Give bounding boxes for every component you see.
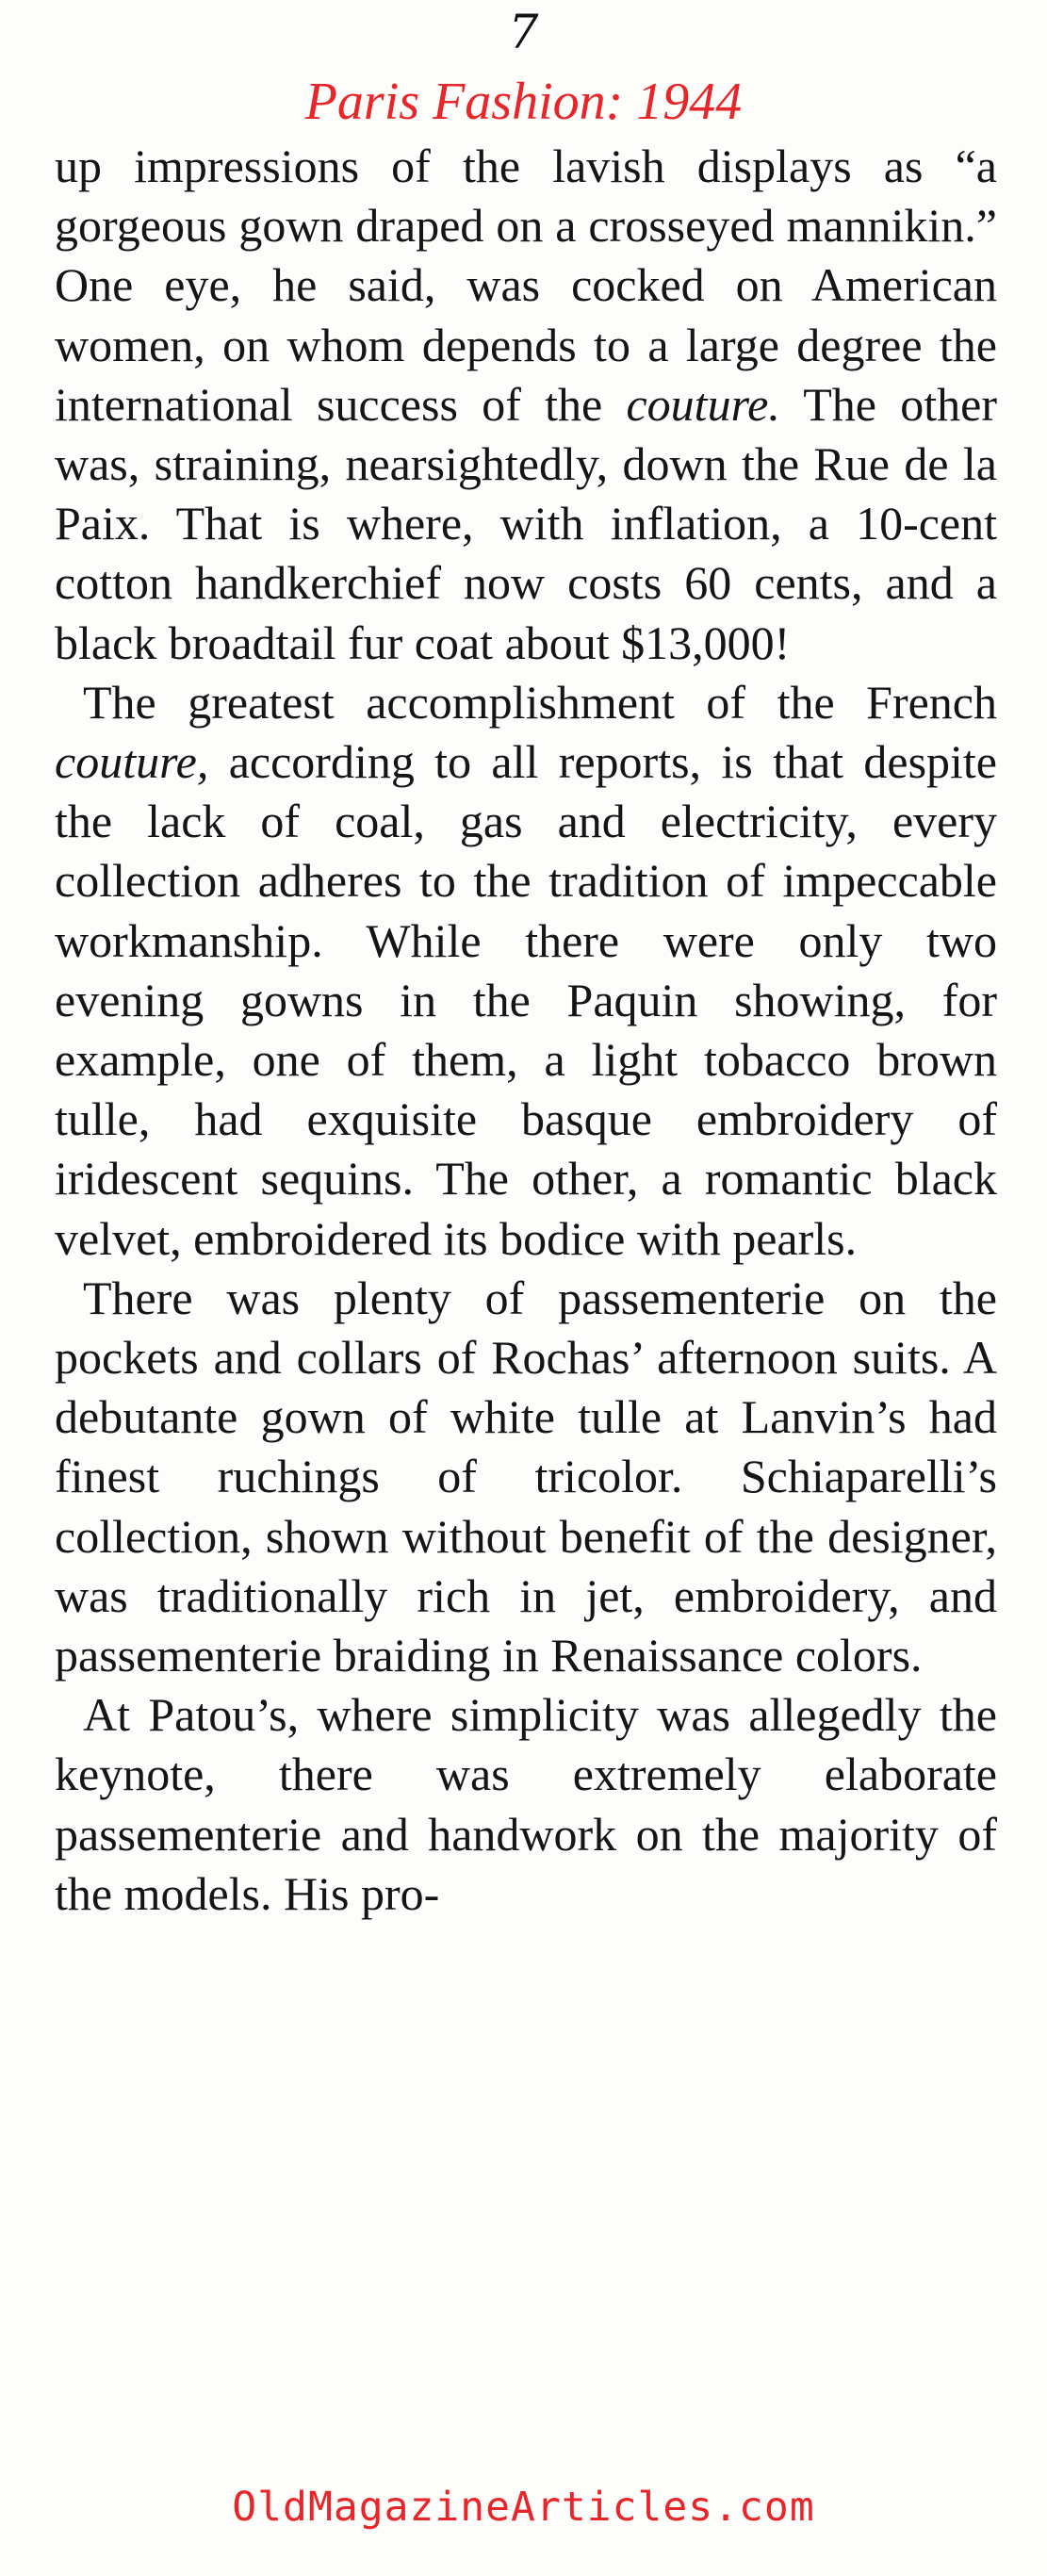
paragraph-2-italic: couture,	[55, 735, 209, 789]
article-paragraph-3: There was plenty of passementerie on the pockets and collars of Rochas’ afternoon suits. A debutante gown of white tulle at Lanvin’s had finest ruchings of tricolor. Schiaparelli’s collection, shown without benefit of the designer, was traditionally rich in jet, embroidery, and passementerie braiding in Renaissance colors.	[55, 1271, 997, 1682]
paragraph-2-text-end: according to all reports, is that despite the lack of coal, gas and electricity, every collection adheres to the tradition of impeccable workmanship. While there were only two evening gowns in the Paquin showing, for example, one of them, a light tobacco brown tulle, had exquisite basque embroidery of iridescent sequins. The other, a romantic black velvet, embroidered its bodice with pearls.	[55, 735, 997, 1265]
article-paragraph-1	[55, 137, 997, 673]
article-body	[55, 137, 997, 1924]
footer-site-url: OldMagazineArticles.com	[232, 2484, 815, 2531]
paragraph-1-text: up impressions of the lavish displays as “a gorgeous gown draped on a crosseyed mannikin.” One eye, he said, was cocked on American women, on whom depends to a large degree the international success of the	[55, 139, 997, 431]
article-paragraph-4: At Patou’s, where simplicity was allegedly the keynote, there was extremely elaborate passementerie and handwork on the majority of the models. His pro-	[55, 1688, 997, 1920]
paragraph-2-text-start: The greatest accomplishment of the French	[83, 675, 997, 729]
page-number: 7	[508, 5, 539, 59]
article-paragraph-2	[55, 673, 997, 1269]
paragraph-1-italic: couture.	[626, 377, 780, 431]
page-title: Paris Fashion: 1944	[304, 73, 743, 131]
paragraph-1-text-end: The other was, straining, nearsightedly, down the Rue de la Paix. That is where, with inflation, a 10-cent cotton handkerchief now costs 60 cents, and a black broadtail fur coat about $13,000!	[55, 377, 997, 669]
